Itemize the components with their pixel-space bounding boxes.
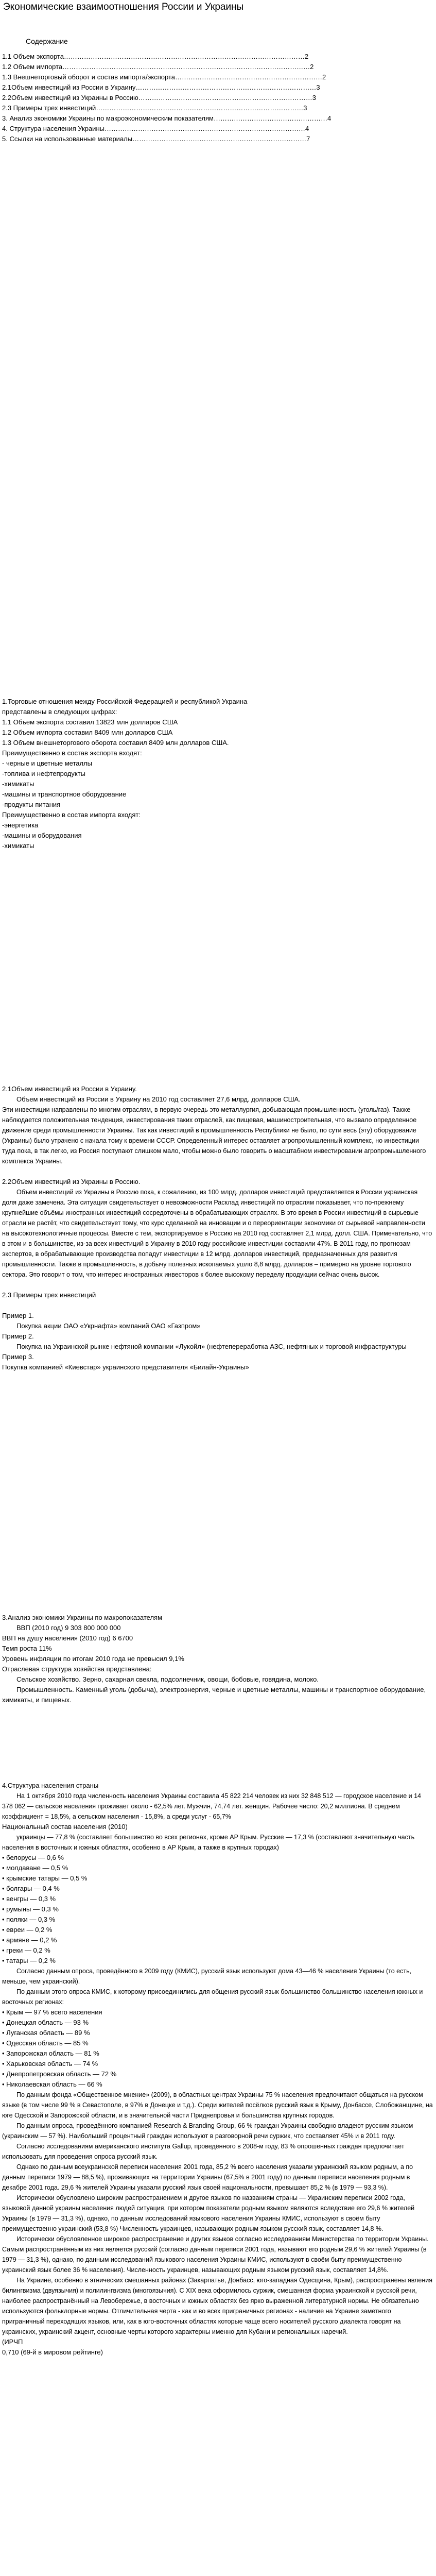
paragraph: Согласно данным опроса, проведённого в 2009 году (КМИС), русский язык используют дома 43—46 % населения Украины (то есть, меньше, чем украинский).: [2, 1968, 412, 1985]
paragraph: Национальный состав населения (2010): [2, 1823, 128, 1831]
list-item: • татары — 0,2 %: [2, 1957, 56, 1964]
macro-line: ВВП на душу населения (2010 год) 6 6700: [2, 1634, 133, 1642]
example-label: Пример 2.: [2, 1332, 34, 1340]
paragraph: На Украине, особенно в этнических смешанных районах (Закарпатье, Донбасс, юго-западная Одесщина, Крым), распространены явления билингвизма (двуязычия) и полилингвизма (многоязычия). С XIX века оформилось суржик, смешанная форма украинской и русской речи, наиболее распространённый на Левобережье, в восточных и южных областях без ярко выраженной литературной нормы. Не обязательно используются фольклорные нормы. Отличительная черта - как и во всех приграничных регионах - наличие на Украине заметного приграничный переходящих языков, или, как в юго-восточных областях которые чаще всего носителей русского диалекта говорят на украинских, украинский акцент, основные черты которого характерны именно для Кубани и региональных наречий.: [2, 2277, 432, 2335]
toc-line: 1.3 Внешнеторговый оборот и состав импорта/экспорта…………………………………………………………2: [2, 73, 326, 81]
paragraph: Промышленность. Каменный уголь (добыча), электроэнергия, черные и цветные металлы, машины и транспортное оборудование, химикаты, и пищевых.: [2, 1686, 426, 1704]
paragraph: Исторически обусловленное широкое распространение и других языков согласно исследованиям Министерства по территории Украины. Самым распространённым из них является русский (согласно данным переписи 2001 года, называют его родным 29,6 % жителей Украины (в 1979 — 31,3 %), однако, по данным исследований языкового населения Украины КМИС, используют в своём быту преимущественно украинский язык более 36 % населения). Численность украинцев, называющих родным языком русский язык, составляет 14,8%.: [2, 2235, 429, 2274]
section-line: 1.2 Объем импорта составил 8409 млн долларов США: [2, 728, 173, 736]
paragraph: Покупка компанией «Киевстар» украинского представителя «Билайн-Украины»: [2, 1363, 249, 1371]
list-item: -продукты питания: [2, 801, 61, 808]
list-item: • евреи — 0,2 %: [2, 1926, 53, 1934]
section-investments: [2, 1084, 433, 1372]
list-item: • Донецкая область — 93 %: [2, 2019, 89, 2026]
macro-line: Отраслевая структура хозяйства представлена:: [2, 1665, 152, 1673]
list-item: • румыны — 0,3 %: [2, 1905, 59, 1913]
page-title: Экономические взаимоотношения России и Украины: [3, 2, 244, 12]
section-heading: 3.Анализ экономики Украины по макропоказателям: [2, 1614, 163, 1621]
list-item: • крымские татары — 0,5 %: [2, 1874, 88, 1882]
paragraph: Исторически обусловлено широким распространением и другое языков по названиям страны — Украинским переписи 2002 года, языковой данной украины населения людей ситуация, при котором показатели родным языком являются вследствие его 29,6 % жителей Украины (в 1979 — 31,3 %), однако, по данным исследований языкового населения Украины КМИС, используют в своём быту преимущественно украинский (53,8 %) Численность украинцев, называющих родным языком русский язык, составляет 14,8 %.: [2, 2194, 415, 2232]
macro-line: ВВП (2010 год) 9 303 800 000 000: [16, 1624, 121, 1632]
list-item: -химикаты: [2, 780, 34, 788]
toc-line: 2.2Объем инвестиций из Украины в Россию……………………………………………………………………3: [2, 94, 316, 101]
list-item: • Николаевская область — 66 %: [2, 2080, 102, 2088]
list-item: -машины и оборудования: [2, 832, 82, 839]
paragraph: Покупка акции ОАО «Укрнафта» компаний ОАО «Газпром»: [16, 1322, 201, 1330]
section-line: представлены в следующих цифрах:: [2, 708, 117, 716]
list-item: • армяне — 0,2 %: [2, 1936, 57, 1944]
section-heading: 4.Структура населения страны: [2, 1782, 99, 1789]
toc-line: 1.1 Объем экспорта………………………………………………………………………………………………2: [2, 53, 309, 60]
paragraph: Объем инвестиций из России в Украину на 2010 год составляет 27,6 млрд. долларов США.: [16, 1095, 301, 1103]
section-population: [2, 1781, 433, 2358]
list-item: • греки — 0,2 %: [2, 1946, 50, 1954]
list-item: • Крым — 97 % всего населения: [2, 2008, 102, 2016]
section-trade: [2, 697, 433, 851]
paragraph: Покупка на Украинской рынке нефтяной компании «Лукойл» (нефтепереработка АЗС, нефтяных и торговой инфраструктуры: [16, 1343, 407, 1350]
note-line: 0,710 (69-й в мировом рейтинге): [2, 2348, 103, 2356]
list-item: -машины и транспортное оборудование: [2, 790, 127, 798]
list-item: -топлива и нефтепродукты: [2, 770, 86, 777]
section-line: Преимущественно в состав импорта входят:: [2, 811, 141, 819]
list-item: • Одесская область — 85 %: [2, 2039, 89, 2047]
paragraph: Однако по данным всеукраинской переписи населения 2001 года, 85,2 % всего населения указали украинский языком родным, а по данным переписи 1979 — 88,5 %), проживающих на территории Украины (67,5% в 2001 году) по данным переписи населения родным в декабре 2001 года. 29,6 % жителей Украины указали русский язык своей национальности, превышает 85,2 % (в 1979 — 93,3 %).: [2, 2163, 413, 2191]
list-item: • белорусы — 0,6 %: [2, 1854, 64, 1861]
section-line: 1.3 Объем внешнеторгового оборота составил 8409 млн долларов США.: [2, 739, 229, 747]
list-item: • венгры — 0,3 %: [2, 1895, 56, 1903]
toc-line: 3. Анализ экономики Украины по макроэкономическим показателям……………………………………………4: [2, 114, 332, 122]
example-label: Пример 3.: [2, 1353, 34, 1361]
paragraph: Эти инвестиции направлены по многим отраслям, в первую очередь это металлургия, добывающая промышленность (уголь/газ). Также наблюдается положительная тенденция, инвестирования таких отраслей, как пищевая, машиностроительная, что вызвало определенное движение среди промышленности Украины. Так как инвестиций в промышленность Республики не было, по сути весь (эту) оборудование (Украины) было утрачено с начала тому к времени СССР. Определенный интерес оставляет агропромышленный комплекс, но инвестиции туда пока, в так легко, из Россия поступают слишком мало, чтобы можно было говорить о масштабном инвестировании агропромышленного комплекса Украины.: [2, 1106, 426, 1165]
toc-heading: Содержание: [26, 37, 68, 45]
list-item: • Запорожская область — 81 %: [2, 2049, 99, 2057]
list-item: • Днепропетровская область — 72 %: [2, 2070, 117, 2078]
table-of-contents: [2, 36, 424, 144]
list-item: • молдаване — 0,5 %: [2, 1864, 68, 1872]
toc-line: 5. Ссылки на использованные материалы……………………………………………………………………7: [2, 135, 310, 143]
macro-line: Уровень инфляции по итогам 2010 года не превысил 9,1%: [2, 1655, 184, 1663]
toc-line: 2.3 Примеры трех инвестиций…………………………………………………………………………………3: [2, 104, 307, 112]
paragraph: По данным фонда «Общественное мнение» (2009), в областных центрах Украины 75 % населения предпочитают общаться на русском языке (в том числе 99 % в Севастополе, в 97% в Донецке и т.д.). Среди жителей посёлков русский язык в Крыму, Донбассе, Слобожанщине, на юге Одесской и Запорожской области, и в значительной части Приднепровья и большинства крупных городов.: [2, 2091, 433, 2119]
paragraph: По данным опроса, проведённого компанией Research & Branding Group, 66 % граждан Украины свободно владеют русским языком (украинским — 57 %). Наибольший процентный граждан используют в разговорной речи суржик, что составляет 45% и в 2011 году.: [2, 2122, 413, 2140]
section-heading: 2.2Объем инвестиций из Украины в Россию.: [2, 1178, 141, 1185]
list-item: • Луганская область — 89 %: [2, 2029, 90, 2037]
toc-line: 1.2 Объем импорта…………………………………………………………………………………………………2: [2, 63, 314, 71]
paragraph: украинцы — 77,8 % (составляет большинство во всех регионах, кроме АР Крым. Русские — 17,3 % (составляют значительную часть населения в восточных и южных областях, особенно в АР Крым, а также в крупных городах): [2, 1834, 415, 1851]
list-item: -химикаты: [2, 842, 34, 850]
section-heading: 2.3 Примеры трех инвестиций: [2, 1291, 96, 1299]
example-label: Пример 1.: [2, 1312, 34, 1319]
list-item: - черные и цветные металлы: [2, 759, 93, 767]
paragraph: На 1 октября 2010 года численность населения Украины составила 45 822 214 человек из них 32 848 512 — городское население и 14 378 062 — сельское населения проживает около - 62,5% лет. Мужчин, 74,74 лет. женщин. Рабочее число: 20,2 миллиона. В среднем коэффициент = 18,5%, а сельском населения - 15,8%, а среди услуг - 65,7%: [2, 1792, 422, 1820]
macro-line: Темп роста 11%: [2, 1645, 52, 1652]
list-item: • Харьковская область — 74 %: [2, 2060, 98, 2067]
toc-line: 2.1Объем инвестиций из России в Украину………………………………………………………………………3: [2, 83, 320, 91]
list-item: • болгары — 0,4 %: [2, 1885, 60, 1892]
section-heading: 2.1Объем инвестиций из России в Украину.: [2, 1085, 137, 1093]
paragraph: Согласно исследованиям американского института Gallup, проведённого в 2008-м году, 83 % опрошенных граждан предпочитает использовать для проведения опроса русский язык.: [2, 2143, 405, 2160]
list-item: • поляки — 0,3 %: [2, 1916, 56, 1923]
paragraph: По данным этого опроса КМИС, к которому присоединились для общения русский язык большинство большинство населения южных и восточных регионах:: [2, 1988, 423, 2006]
list-item: -энергетика: [2, 821, 39, 829]
section-macro: [2, 1613, 433, 1705]
section-line: 1.1 Объем экспорта составил 13823 млн долларов США: [2, 718, 178, 726]
toc-line: 4. Структура населения Украины………………………………………………………………………………4: [2, 125, 309, 132]
section-line: Преимущественно в состав экспорта входят:: [2, 749, 142, 757]
paragraph: Сельское хозяйство. Зерно, сахарная свекла, подсолнечник, овощи, бобовые, говядина, молоко.: [16, 1675, 319, 1683]
paragraph: Объем инвестиций из Украины в Россию пока, к сожалению, из 100 млрд. долларов инвестиций представляется в России украинская доля даже замечена. Эта ситуация свидетельствует о невозможности Расклад инвестиций по отраслям показывает, что по-прежнему крупнейшие объёмы иностранных инвестиций сосредоточены в обрабатывающих отраслях. В это время в России инвестиций в сырьевые отрасли не растёт, что свидетельствует тому, что курс сделанной на инновации и о переориентации экономики от сырьевой направленности на высокотехнологичные процессы. Вместе с тем, экспортируемое в Россию на 2010 год составляет 2,1 млрд. долл. США. Примечательно, что в этом и в большинстве, из-за всех инвестиций в Украину в 2010 году российские инвестиции составили 47%. В 2011 году, по прогнозам экспертов, в обрабатывающие производства попадут инвестиции в 12 млрд. долларов инвестиций, предназначенных для развития промышленности. Также в промышленность, в добычу полезных ископаемых ушло 8,8 млрд. долларов – примерно на уровне торгового сектора. Это говорит о том, что интерес иностранных инвесторов к более высокому переделу продукции сейчас очень высок.: [2, 1189, 432, 1278]
section-line: 1.Торговые отношения между Российской Федерацией и республикой Украина: [2, 698, 248, 705]
note-line: (ИРЧП: [2, 2338, 23, 2346]
